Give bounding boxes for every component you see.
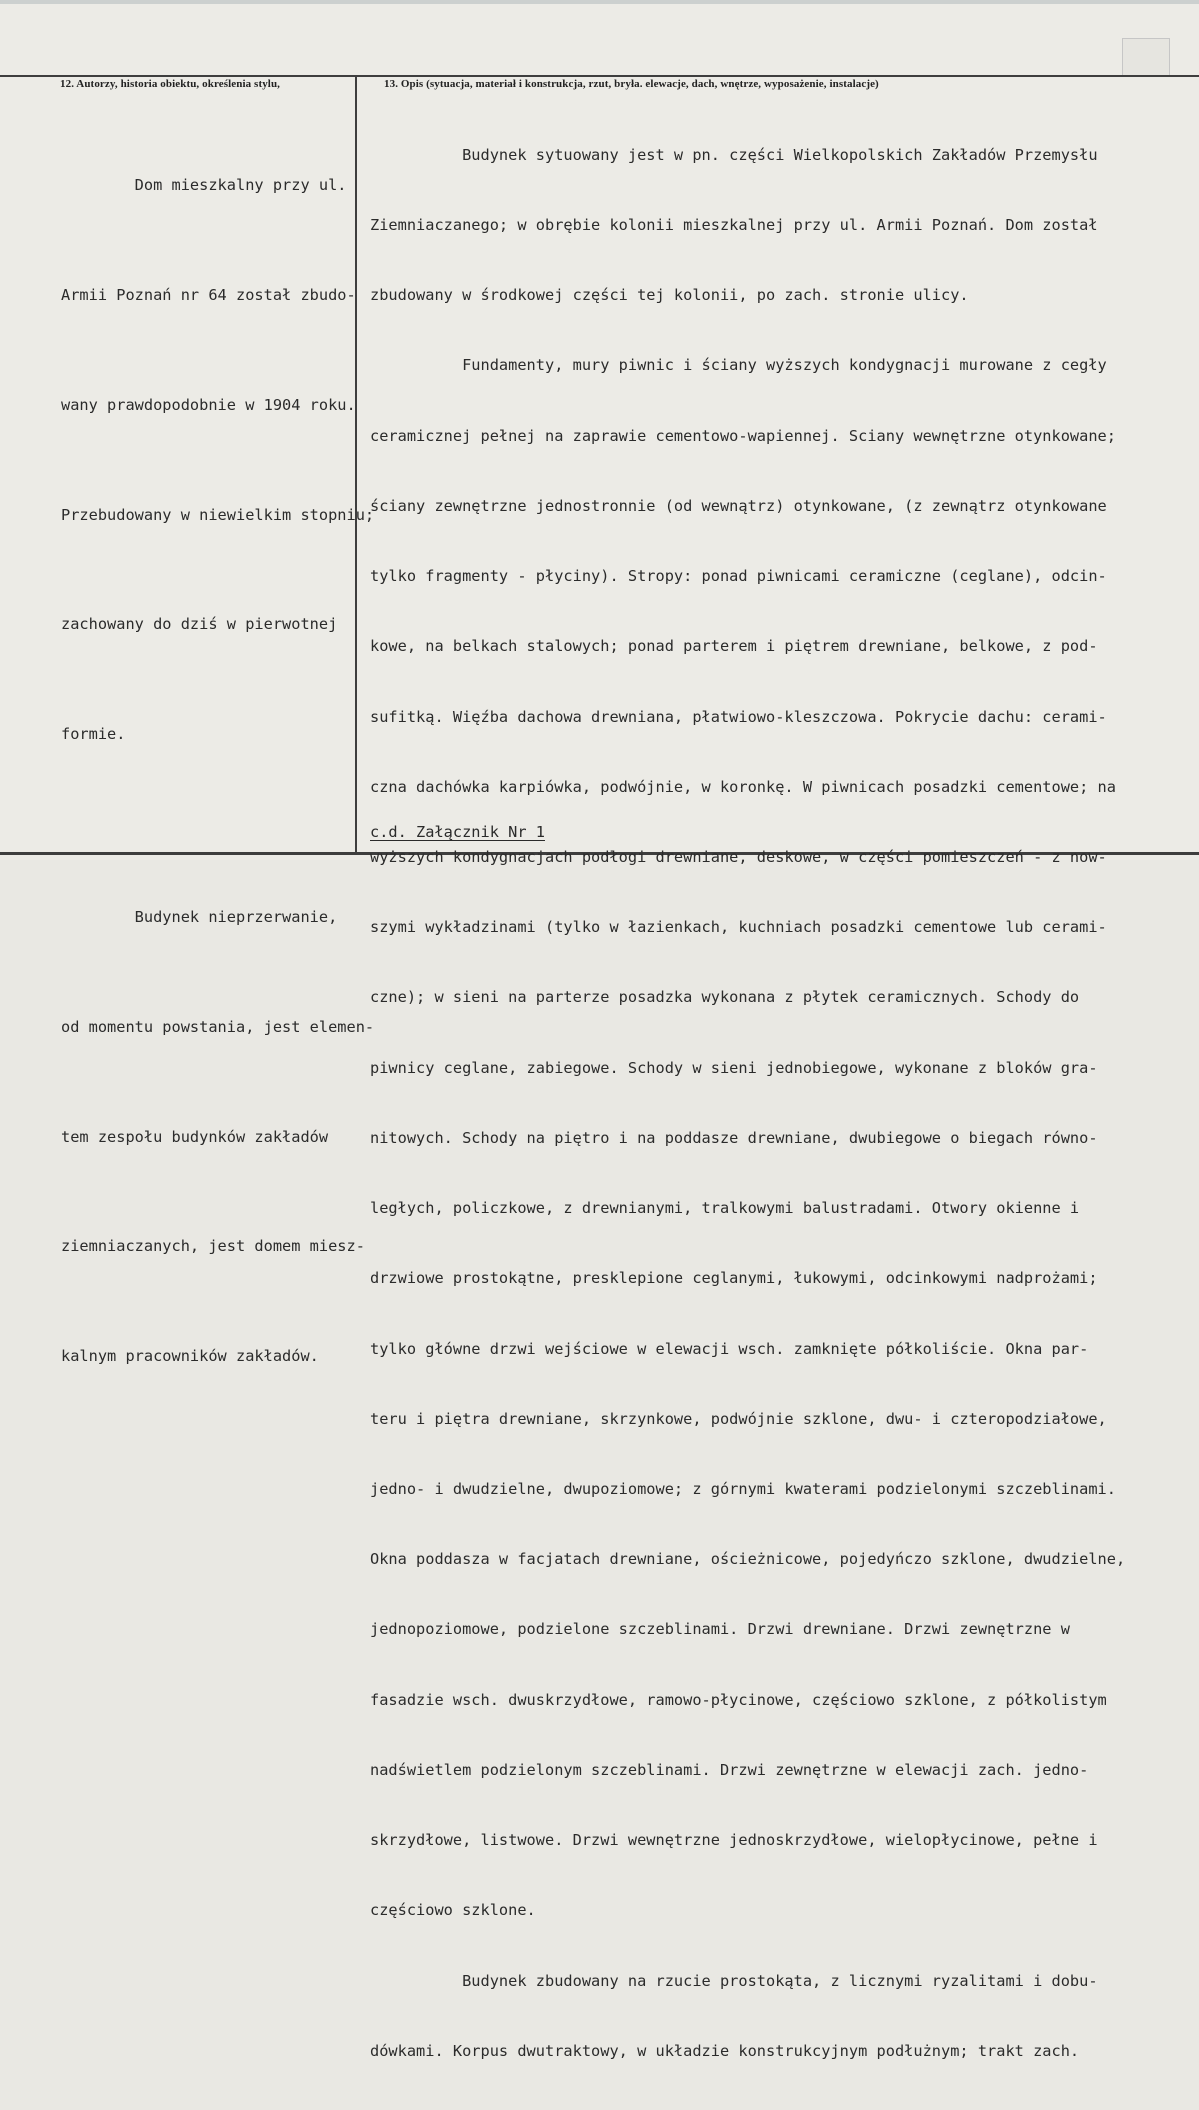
text-line: dówkami. Korpus dwutraktowy, w układzie konstrukcyjnym podłużnym; trakt zach. <box>370 2041 1080 2060</box>
section-12-heading: 12. Autorzy, historia obiektu, określenia stylu, <box>60 78 281 90</box>
text-line: wany prawdopodobnie w 1904 roku. <box>61 395 356 414</box>
section-13-text <box>370 97 1125 2110</box>
text-line: fasadzie wsch. dwuskrzydłowe, ramowo-płycinowe, częściowo szklone, z półkolistym <box>370 1690 1107 1709</box>
text-line: Armii Poznań nr 64 został zbudo- <box>61 285 356 304</box>
text-line: teru i piętra drewniane, skrzynkowe, podwójnie szklone, dwu- i czteropodziałowe, <box>370 1409 1107 1428</box>
corner-mark <box>1122 38 1170 76</box>
text-line: jednopoziomowe, podzielone szczeblinami. Drzwi drewniane. Drzwi zewnętrzne w <box>370 1620 1070 1639</box>
text-line: od momentu powstania, jest elemen- <box>61 1017 375 1036</box>
text-line: Budynek nieprzerwanie, <box>61 908 338 927</box>
text-line: czna dachówka karpiówka, podwójnie, w koronkę. W piwnicach posadzki cementowe; na <box>370 777 1116 796</box>
text-line: ceramicznej pełnej na zaprawie cementowo-wapiennej. Sciany wewnętrzne otynkowane; <box>370 426 1116 445</box>
continuation-note: c.d. Załącznik Nr 1 <box>370 823 545 841</box>
text-line: skrzydłowe, listwowe. Drzwi wewnętrzne jednoskrzydłowe, wielopłycinowe, pełne i <box>370 1831 1098 1850</box>
text-line: kalnym pracowników zakładów. <box>61 1347 319 1366</box>
text-line: Przebudowany w niewielkim stopniu; <box>61 505 375 524</box>
text-line: Fundamenty, mury piwnic i ściany wyższych kondygnacji murowane z cegły <box>370 356 1107 375</box>
text-line: ziemniaczanych, jest domem miesz- <box>61 1237 365 1256</box>
text-line: tem zespołu budynków zakładów <box>61 1127 329 1146</box>
text-line: czne); w sieni na parterze posadzka wykonana z płytek ceramicznych. Schody do <box>370 988 1080 1007</box>
text-line: ległych, policzkowe, z drewnianymi, tralkowymi balustradami. Otwory okienne i <box>370 1199 1080 1218</box>
text-line: tylko fragmenty - płyciny). Stropy: ponad piwnicami ceramiczne (ceglane), odcin- <box>370 567 1107 586</box>
text-line: częściowo szklone. <box>370 1901 536 1920</box>
text-line: jedno- i dwudzielne, dwupoziomowe; z górnymi kwaterami podzielonymi szczeblinami. <box>370 1479 1116 1498</box>
text-line: kowe, na belkach stalowych; ponad parterem i piętrem drewniane, belkowe, z pod- <box>370 637 1098 656</box>
text-line: nitowych. Schody na piętro i na poddasze drewniane, dwubiegowe o biegach równo- <box>370 1128 1098 1147</box>
text-line: Budynek zbudowany na rzucie prostokąta, z licznymi ryzalitami i dobu- <box>370 1971 1098 1990</box>
text-line: zbudowany w środkowej części tej kolonii, po zach. stronie ulicy. <box>370 286 969 305</box>
top-rule <box>0 75 1199 77</box>
text-line: tylko główne drzwi wejściowe w elewacji wsch. zamknięte półkoliście. Okna par- <box>370 1339 1089 1358</box>
text-line: sufitką. Więźba dachowa drewniana, płatwiowo-kleszczowa. Pokrycie dachu: cerami- <box>370 707 1107 726</box>
scan-top-edge <box>0 0 1199 4</box>
text-line: zachowany do dziś w pierwotnej <box>61 615 338 634</box>
text-line: formie. <box>61 725 126 744</box>
text-line: piwnicy ceglane, zabiegowe. Schody w sieni jednobiegowe, wykonane z bloków gra- <box>370 1058 1098 1077</box>
text-line: Budynek sytuowany jest w pn. części Wielkopolskich Zakładów Przemysłu <box>370 145 1098 164</box>
text-line: Ziemniaczanego; w obrębie kolonii mieszkalnej przy ul. Armii Poznań. Dom został <box>370 216 1098 235</box>
text-line: drzwiowe prostokątne, presklepione ceglanymi, łukowymi, odcinkowymi nadprożami; <box>370 1269 1098 1288</box>
text-line: szymi wykładzinami (tylko w łazienkach, kuchniach posadzki cementowe lub cerami- <box>370 918 1107 937</box>
section-13-heading: 13. Opis (sytuacja, materiał i konstrukcja, rzut, bryła. elewacje, dach, wnętrze, wyposażenie, instalacje) <box>384 78 879 90</box>
text-line: Dom mieszkalny przy ul. <box>61 176 347 195</box>
text-line: ściany zewnętrzne jednostronnie (od wewnątrz) otynkowane, (z zewnątrz otynkowane <box>370 496 1107 515</box>
text-line: Okna poddasza w facjatach drewniane, ościeżnicowe, pojedyńczo szklone, dwudzielne, <box>370 1550 1126 1569</box>
section-12-text <box>61 94 374 1448</box>
text-line: nadświetlem podzielonym szczeblinami. Drzwi zewnętrzne w elewacji zach. jedno- <box>370 1760 1089 1779</box>
text-line: wyższych kondygnacjach podłogi drewniane, deskowe, w części pomieszczeń - z now- <box>370 848 1107 866</box>
